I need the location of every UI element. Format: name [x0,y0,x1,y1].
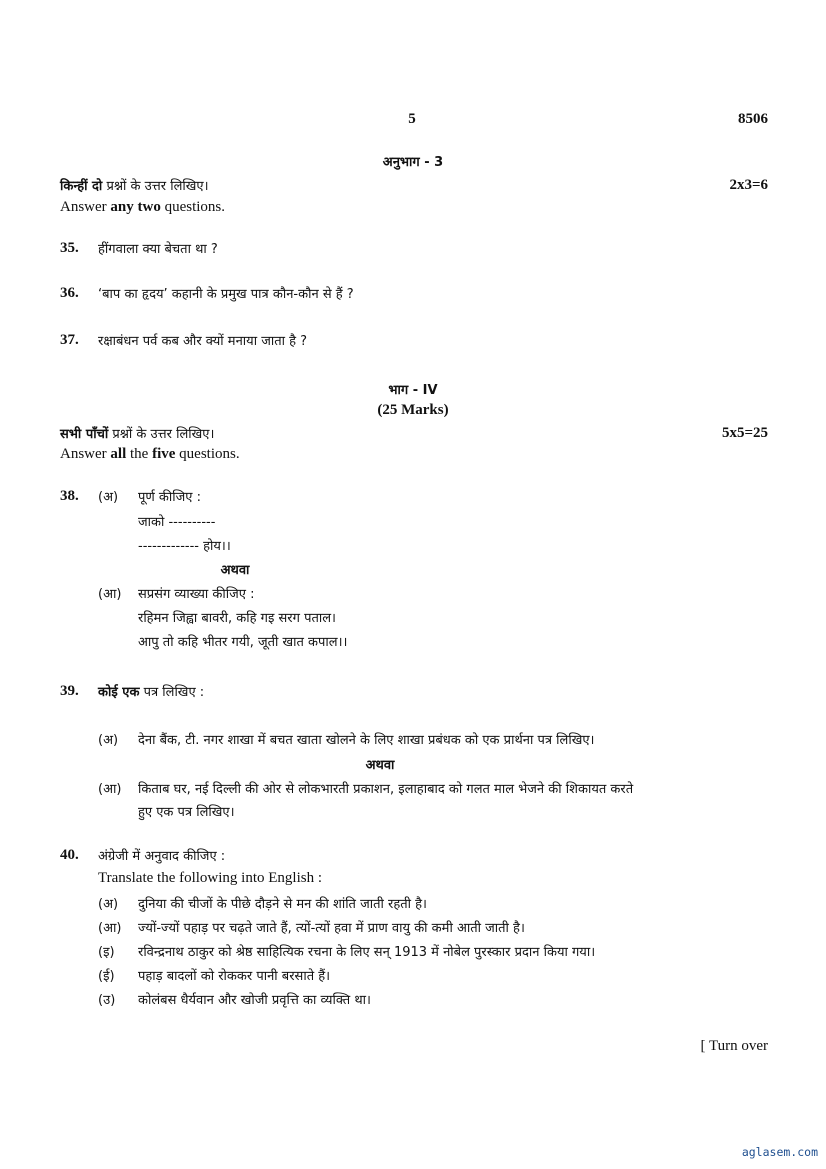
option-text: देना बैंक, टी. नगर शाखा में बचत खाता खोलने के लिए शाखा प्रबंधक को एक प्रार्थना पत्र लिखिए। [138,733,595,748]
instruction-bold: सभी पाँचों [60,427,109,442]
option-label: (ई) [98,969,115,984]
part-4-marks-note: (25 Marks) [377,402,449,418]
question-number: 40. [60,847,79,863]
option-text: पूर्ण कीजिए : [138,490,201,505]
verse-line: रहिमन जिह्वा बावरी, कहि गइ सरग पताल। [138,611,336,626]
option-text: किताब घर, नई दिल्ली की ओर से लोकभारती प्रकाशन, इलाहाबाद को गलत माल भेजने की शिकायत करते [138,782,634,797]
english-text: questions. [175,446,240,462]
option-text: कोलंबस धैर्यवान और खोजी प्रवृत्ति का व्यक्ति था। [138,993,371,1008]
option-label: (आ) [98,587,122,602]
option-label: (आ) [98,782,122,797]
paper-code: 8506 [738,111,768,127]
section-3-instruction [60,176,209,194]
instruction-bold: किन्हीं दो [60,179,103,194]
english-text: Answer [60,446,111,462]
turn-over: [ Turn over [700,1038,768,1054]
part-4-title: भाग - IV [388,383,438,398]
english-text: the [126,446,153,462]
part-4-instruction [60,424,214,442]
watermark: aglasem.com [741,1145,818,1159]
question-text: ‘बाप का हृदय’ कहानी के प्रमुख पात्र कौन-कौन से हैं ? [98,287,354,302]
english-instruction: Translate the following into English : [98,870,323,886]
section-3-marks: 2x3=6 [729,177,768,193]
section-3-english-instruction [60,199,225,216]
verse-line: जाको ---------- [138,515,216,530]
english-bold: all [110,446,127,462]
page-number: 5 [408,111,416,127]
option-text: ज्यों-ज्यों पहाड़ पर चढ़ते जाते हैं, त्यों-त्यों हवा में प्राण वायु की कमी आती जाती है। [138,921,525,936]
heading-bold: कोई एक [98,685,140,700]
question-number: 39. [60,683,79,699]
or-divider: अथवा [220,563,250,578]
option-label: (अ) [98,897,119,912]
question-number: 35. [60,240,79,256]
verse-line: आपु तो कहि भीतर गयी, जूती खात कपाल।। [138,635,348,650]
option-label: (आ) [98,921,122,936]
option-text: सप्रसंग व्याख्या कीजिए : [138,587,255,602]
option-text: रविन्द्रनाथ ठाकुर को श्रेष्ठ साहित्यिक रचना के लिए सन् 1913 में नोबेल पुरस्कार प्रदान किया गया। [138,945,596,960]
english-text: questions. [160,199,225,215]
question-text: हींगवाला क्या बेचता था ? [98,242,218,257]
question-heading: अंग्रेजी में अनुवाद कीजिए : [98,849,226,864]
part-4-marks: 5x5=25 [721,425,768,441]
section-3-title: अनुभाग - 3 [382,155,444,170]
instruction-rest: प्रश्नों के उत्तर लिखिए। [102,179,209,194]
option-label: (उ) [98,993,116,1008]
english-bold: five [152,446,176,462]
option-text: दुनिया की चीजों के पीछे दौड़ने से मन की शांति जाती रहती है। [138,897,427,912]
or-divider: अथवा [365,758,395,773]
english-text: Answer [60,199,111,215]
question-text: रक्षाबंधन पर्व कब और क्यों मनाया जाता है ? [98,334,308,349]
question-number: 36. [60,285,79,301]
english-bold: any two [110,199,161,215]
question-number: 38. [60,488,79,504]
option-label: (अ) [98,490,119,505]
option-text: पहाड़ बादलों को रोककर पानी बरसाते हैं। [138,969,331,984]
part-4-english-instruction [60,446,240,463]
question-heading [98,682,204,700]
option-text: हुए एक पत्र लिखिए। [138,805,235,820]
option-label: (इ) [98,945,115,960]
question-number: 37. [60,332,79,348]
instruction-rest: प्रश्नों के उत्तर लिखिए। [108,427,215,442]
verse-line: ------------- होय।। [138,539,231,554]
heading-rest: पत्र लिखिए : [139,685,205,700]
option-label: (अ) [98,733,119,748]
